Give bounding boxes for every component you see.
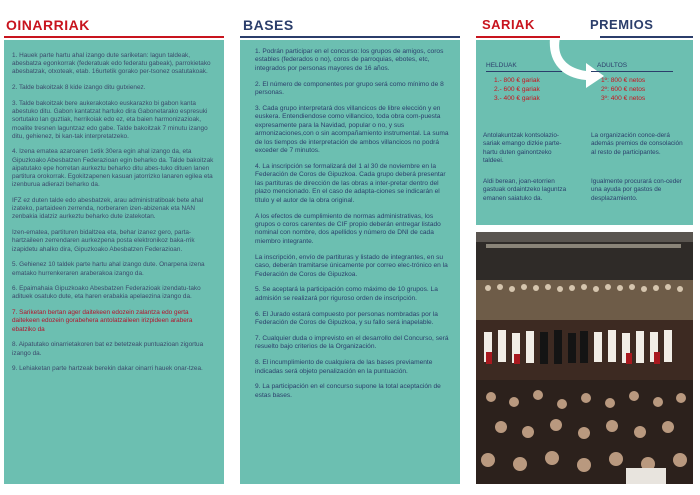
helduak-box: [486, 62, 562, 104]
bases-item-10: 8. El incumplimiento de cualquiera de las bases previamente indicadas será objeto penalización en la puntuación.: [255, 359, 433, 375]
premios-rule: [600, 36, 693, 38]
helduak-head: HELDUAK: [486, 62, 517, 69]
oinarriak-item-1: 1. Hauek parte hartu ahal izango dute sariketan: lagun taldeak, abesbatza egonkorrak (federatuak edo federatu gabeak), parrokietako abesbatzak, otxoteak, etab. 16urtetik gorako per-tsonez osatutakoak.: [12, 52, 211, 76]
bases-item-9: 7. Cualquier duda o imprevisto en el desarrollo del Concurso, será resuelto bajo criterios de la Organización.: [255, 334, 449, 351]
consolation-text-es: La organización conce-derá además premios de consolación al resto de participantes.: [591, 132, 683, 156]
oinarriak-item-11: 9. Lehiaketan parte hartzeak berekin dakar oinarri hauek onar-tzea.: [12, 365, 203, 373]
bases-item-4: 4. La inscripción se formalizará del 1 al 30 de noviembre en la Federación de Coros de Gipuzkoa. Cada grupo deberá presentar las partituras de dirección de las obras a inter-pretar dentro del plazo mencionado. En el caso de adapta-ciones se indicarán el título y el autor de la obra original.: [255, 162, 446, 204]
premios-title: PREMIOS: [590, 17, 654, 32]
sariak-title: SARIAK: [482, 17, 535, 32]
oinarriak-item-9: 7. Sariketan bertan ager daitekeen edozein zalantza edo gerta daitekeen edozein gorabehera antolatzaileen irizpideen arabera ebatziko da: [12, 309, 193, 333]
oinarriak-title: OINARRIAK: [6, 17, 90, 33]
prizes-panel: [476, 40, 693, 225]
bases-item-5: A los efectos de cumplimiento de normas administrativas, los grupos o coros carentes de CIF propio deberán entregar listado nominal con nombre, dos apellidos y número de DNI de cada miembro integrante.: [255, 212, 441, 245]
oinarriak-item-8: 6. Epaimahaia Gipuzkoako Abesbatzen Federazioak izendatu-tako adituek osatuko dute, eta haren erabakia apelaezina izango da.: [12, 285, 201, 301]
helduak-prize-3: 3.- 400 € gariak: [494, 94, 540, 102]
oinarriak-item-3: 3. Talde bakoitzak bere aukerakotako euskarazko bi gabon kanta abestuko ditu. Gabon kantatzat hartuko dira Gabonetarako espresuki sortutako lan guztiak, herrikoiak edo ez, eta baien harmonizazioak, moalite tresnen laguntzaz edo gabe. Talde bakoitzak 7 minutu izango ditu, gehienez, bi kan-tak interpretatzeko.: [12, 99, 208, 140]
helduak-prize-2: 2.- 600 € gariak: [494, 85, 540, 93]
adultos-prize-1: 1º: 800 € netos: [601, 77, 646, 84]
travel-aid-text-eu: Aldi berean, joan-etorrien gastuak ordaintzeko laguntza emanen saiatuko da.: [483, 178, 567, 202]
consolation-text-eu: Antolakuntzak kontsolazio-sariak emango dizkie parte-hartu duten gainontzeko taldeei.: [483, 132, 562, 164]
oinarriak-panel: [4, 40, 224, 484]
oinarriak-rule: [4, 36, 224, 38]
oinarriak-item-4: 4. Izena ematea azaroaren 1etik 30era egin ahal izango da, eta Gipuzkoako Abesbatzen Federazioan egin beharko da. Talde bakoitzak aipatutako epe horretan aurkeztu beharko ditu abes-tuko dituen lanen partitura orokorrak. Egokitzapenen kasuan jatorrizko lanaren egilea eta izenburua adierazi beharko da.: [12, 148, 214, 189]
bases-item-1: 1. Podrán participar en el concurso: los grupos de amigos, coros estables (federados o no), coros de parroquias, ebotes, etc, integrados por personas mayores de 16 años.: [255, 48, 444, 72]
sariak-rule: [476, 36, 560, 38]
bases-item-11: 9. La participación en el concurso supone la total aceptación de estas bases.: [255, 383, 441, 399]
adultos-box: [591, 62, 673, 104]
choir-concert-photo: [476, 232, 693, 484]
oinarriak-item-6: Izen-ematea, partituren bidaltzea eta, behar izanez gero, parta-hartzaileen zerrendaren aurkezpena posta elektronikoz baka-rrik izapidetu ahalko dira, Gipuzkoako Abesbatzen Federazioan.: [12, 229, 195, 253]
oinarriak-item-2: 2. Talde bakoitzak 8 kide izango ditu gutxienez.: [12, 84, 146, 92]
bases-item-8: 6. El Jurado estará compuesto por personas nombradas por la Federación de Coros de Gipuzkoa, y su fallo será inapelable.: [255, 310, 438, 327]
oinarriak-item-5: IFZ ez duten talde edo abesbatzek, arau administratiboak bete ahal izateko, partaideen zerrenda, norberaren izen-abizenak eta NAN zenbakia idatziz aurkeztu beharko dute izatekotan.: [12, 197, 204, 221]
bases-title: BASES: [243, 17, 294, 33]
helduak-prize-1: 1.- 800 € gariak: [494, 77, 540, 84]
oinarriak-item-7: 5. Gehienez 10 taldek parte hartu ahal izango dute. Onarpena izena ematako hurrenkeraren araberakoa izango da.: [12, 261, 205, 277]
bases-item-3: 3. Cada grupo interpretará dos villancicos de libre elección y en euskera. Entendiendose como villancico, toda obra com-puesta expresamente para la Navidad, popular o no, y sus armonizaciones,con o sin acompañamiento instrumental. La suma de los tiempos de interpretación de ambos villancicos no podrá exceder de 7 minutos.: [255, 104, 449, 155]
bases-item-2: 2. El número de componentes por grupo será como mínimo de 8 personas.: [255, 80, 444, 97]
adultos-prize-2: 2º: 600 € netos: [601, 85, 646, 93]
bases-item-6: La inscripción, envío de partituras y listado de integrantes, en su caso, deberán tramitarse únicamente por correo elec-trónico en la Federación de Coros de Gipuzkoa.: [255, 253, 448, 278]
adultos-prize-3: 3º: 400 € netos: [601, 94, 646, 102]
bases-panel: [240, 40, 460, 484]
bases-rule: [240, 36, 460, 38]
adultos-head: ADULTOS: [597, 62, 628, 69]
travel-aid-text-es: Igualmente procurará con-ceder una ayuda por gastos de desplazamiento.: [591, 178, 682, 202]
bases-item-7: 5. Se aceptará la participación como máximo de 10 grupos. La admisión se realizará por riguroso orden de inscripción.: [255, 286, 438, 302]
oinarriak-item-10: 8. Aipatutako oinarrietakoren bat ez betetzeak puntuazioan zigortua izango da.: [12, 341, 204, 357]
